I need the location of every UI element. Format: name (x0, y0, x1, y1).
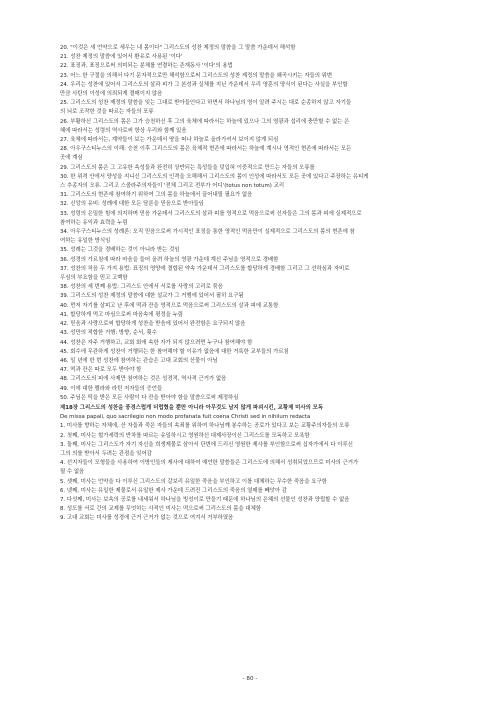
outline-line: 49. 이에 대한 펠라와 라틴 저자들의 증언들 (60, 385, 163, 392)
outline-line: 7. 다섯째, 미사는 보속의 공로를 내세워서 하나님을 빙성이로 만들기 때문에 하나님의 은혜의 선물인 성찬과 양립할 수 없음 (60, 496, 350, 503)
outline-line: 4. 선지자들이 모형들을 사용하여 이방인들의 제사에 대하여 예언한 말씀들은 그리스도에 의해서 성취되었으므로 미사의 근거가 (60, 460, 359, 467)
outline-list-lower (60, 422, 470, 523)
outline-line: 5. 셋째, 미사는 언약을 다 이루신 그리스도의 갈보리 유일한 죽음을 부인하고 이를 대체하는 무수한 죽음을 요구함 (60, 478, 327, 485)
outline-line: 32. 신앙의 유비: 성례에 대한 모든 담론을 믿음으로 받아들임 (60, 201, 204, 208)
outline-line: 45. 회수에 무관하게 성찬이 거행되는 한 참여해야 할 이유가 없음에 대한 거룩한 교부들의 가르침 (60, 348, 289, 355)
outline-line: 곳에 계심 (60, 155, 83, 162)
outline-line: 30. 한 위격 안에서 양성을 지니신 그리스도의 인격을 오해해서 그리스도의 몸이 인성에 따라서도 모든 곳에 있다고 주장하는 유티케 (60, 173, 369, 180)
section-title: 제18장 그리스도의 성찬을 풍경스럽게 더럽혔을 뿐만 아니라 아무것도 남지 않게 파괴시킨, 교황제 미사의 모독 (60, 404, 324, 411)
outline-line: 36. 성경의 가르침에 따라 마음을 들어 올려 하늘의 영광 가운데 계신 주님을 영적으로 경배함 (60, 256, 279, 263)
outline-line: 1. 미사를 향하는 자체에, 산 자들과 죽은 자들의 속죄를 위하여 하나님께 봉수하는 공로가 있다고 보는 교황주의자들의 오류 (60, 423, 350, 430)
outline-line: 48. 그리스도의 피에 사제만 참여하는 것은 성경적, 역사적 근거가 없음 (60, 376, 227, 383)
outline-line: 29. 그리스도의 몸은 그 고유한 속성들과 완전히 상반되는 특성들을 덧입혀 이중적으로 만드는 자들의 오류를 (60, 164, 315, 171)
outline-line: 47. 떡과 잔은 따로 모두 받아야 함 (60, 367, 142, 374)
outline-line: 46. 일 년에 한 번 성찬에 참여하는 관습은 고대 교회의 산물이 아님 (60, 357, 218, 364)
outline-line: 20. "이것은 새 언약으로 세우는 내 몸이다" 그리스도의 성찬 제정의 말씀을 그 말씀 가운데서 해석함 (60, 45, 296, 51)
outline-line: 35. 성례는 그것을 경배하는 것이 아니라 받는 것임 (60, 247, 180, 254)
outline-line: 50. 주님은 떡을 받은 모든 사람이 다 잔을 받아야 함을 말씀으로써 제정하심 (60, 394, 239, 401)
outline-line: 25. 그리스도의 성찬 제정의 말씀을 잊는 그대로 받아들인다고 하면서 하나님의 영이 알려 주시는 대로 순종하지 않고 자기들 (60, 100, 352, 107)
outline-line: 6. 넷째, 미사는 유일한 제물로서 유일한 제사 가운데 드려진 그리스도의 죽음의 열매를 빼앗아 감 (60, 487, 288, 494)
outline-line: 우심의 부요함을 믿고 고백함 (60, 275, 128, 282)
outline-line: 21. 성찬 제정의 말씀에 있어서 환유로 사용된 '이다' (60, 54, 183, 61)
outline-line: 그의 의를 받아서 두려는 관점을 잊어감 (60, 450, 152, 457)
latin-subtitle: De missa papali, quo sacrilegio non modo profanata fuit coena Christi sed in nihilum redacta (60, 414, 311, 421)
outline-line: 27. 육체에 따라서는, 계약들이 보는 가운데서 땅을 떠나 하늘로 올라가셔서 보이지 않게 되심 (60, 137, 279, 144)
outline-line: 33. 성령의 은밀한 힘에 의지하며 믿음 가운데서 그리스도의 살과 피를 영적으로 먹음으로써 신자들은 그의 몸과 피에 실제적으로 (60, 210, 362, 217)
outline-line: 37. 성찬의 처음 두 가지 용법: 표징의 영양에 결합된 약속 가운데서 그리스도를 합당하게 경배함 그리고 그 선하심과 자비로 (60, 265, 350, 272)
outline-line: 41. 합당하게 먹고 마심으로써 마음속에 평정을 누림 (60, 311, 184, 318)
outline-line: 38. 성찬의 세 번째 용법: 그리스도 안에서 서로를 사랑의 고리로 묶음 (60, 284, 223, 291)
outline-line: 31. 그리스도의 현존에 참여하기 위하여 그의 몸을 하늘에서 끌어내릴 필요가 없음 (60, 192, 253, 199)
outline-line: 될 수 없음 (60, 469, 85, 476)
outline-line: 9. 고대 교회는 미사를 성경에 근거 근거가 없는 것으로 여겨서 거부하였음 (60, 515, 234, 522)
outline-line: 39. 그리스도의 성찬 제정의 말씀에 대한 설교가 그 거행에 있어서 필히 요구됨 (60, 293, 244, 300)
outline-list-upper (60, 44, 470, 403)
outline-line: 24. 우리는 성찬에 있어서 그리스도의 살과 피가 그 본성과 실체를 지닌 가운데서 우리 영혼의 양식이 된다는 사실을 부인할 (60, 81, 348, 88)
page-number: - 80 - (242, 676, 258, 682)
outline-line: 26. 부활하신 그리스도의 몸은 그가 승천하신 후 그의 육체에 따라서는 하늘에 있으나 그의 영광과 섭리에 충만할 수 없는 은 (60, 118, 350, 125)
outline-line: 2. 첫째, 미사는 헐가세력의 반차를 따르는 유일하시고 영원하신 대제사장이신 그리스도를 모독하고 모욕함 (60, 432, 310, 439)
outline-line: 8. 성도를 서로 간의 교제를 무엇하는 사적인 미사는 떡으로써 그리스도의 몸을 대체함 (60, 506, 262, 513)
outline-line: 참여하는 유익과 효력을 누림 (60, 219, 128, 226)
outline-line: 의 뇌로 조작한 것을 따르는 자들의 포류 (60, 109, 154, 116)
outline-line: 42. 믿음과 사랑으로써 합당하게 성찬을 받음에 있어서 완전함은 요구되지 않음 (60, 321, 246, 328)
outline-line: 3. 둘째, 미사는 그리스도가 자기 자신을 희생제물로 삼아서 단번에 드리신 영원한 제사를 부인함으로써 십자가에서 다 이루신 (60, 441, 353, 448)
outline-line: 40. 먼저 자기를 살피고 난 후에 떡과 잔을 영적으로 먹음으로써 그리스도의 살과 피에 교통함 (60, 302, 279, 309)
outline-line: 34. 아우구스티누스의 성례론: 오직 믿음으로써 가시적인 표징을 통한 영적인 먹음만이 실제적으로 그리스도의 몸의 현존에 참 (60, 229, 355, 236)
outline-line: 23. 어느 한 구절을 의해서 다기 문자적으로만 해석함으로써 그리스도의 성찬 제정의 말씀을 왜곡시키는 자들의 위변 (60, 72, 333, 79)
outline-line: 22. 표징과, 표징으로써 의미되는 분체를 연결하는 존재동사 '이다'의 용법 (60, 63, 233, 70)
outline-line: 혜에 따라서는 성령의 역사로써 항상 우리와 함께 있음 (60, 127, 187, 134)
outline-line: 44. 성찬은 자주 거행하고, 교회 회에 속한 자가 되지 않으려면 누구나 참여해야 함 (60, 339, 253, 346)
outline-line: 28. 아우구스티누스의 이해: 승천 이후 그리스도의 몸은 육체적 현존에 따라서는 하늘에 계시나 영적인 현존에 따라서는 모든 (60, 146, 352, 153)
outline-line: 43. 성만의 적합한 거행: 방향, 순서, 횟수 (60, 330, 158, 337)
document-body (60, 44, 470, 524)
outline-line: 스 추종자의 오류. 그리고 스콜라주의자들이 '전체 그리고 전부가 어디'(totus non totum) 교리 (60, 183, 285, 190)
outline-line: 만큼 사탄의 이성에 의뢰되게 결매이지 않음 (60, 91, 163, 98)
outline-line: 여하는 유일한 방식임 (60, 238, 111, 245)
